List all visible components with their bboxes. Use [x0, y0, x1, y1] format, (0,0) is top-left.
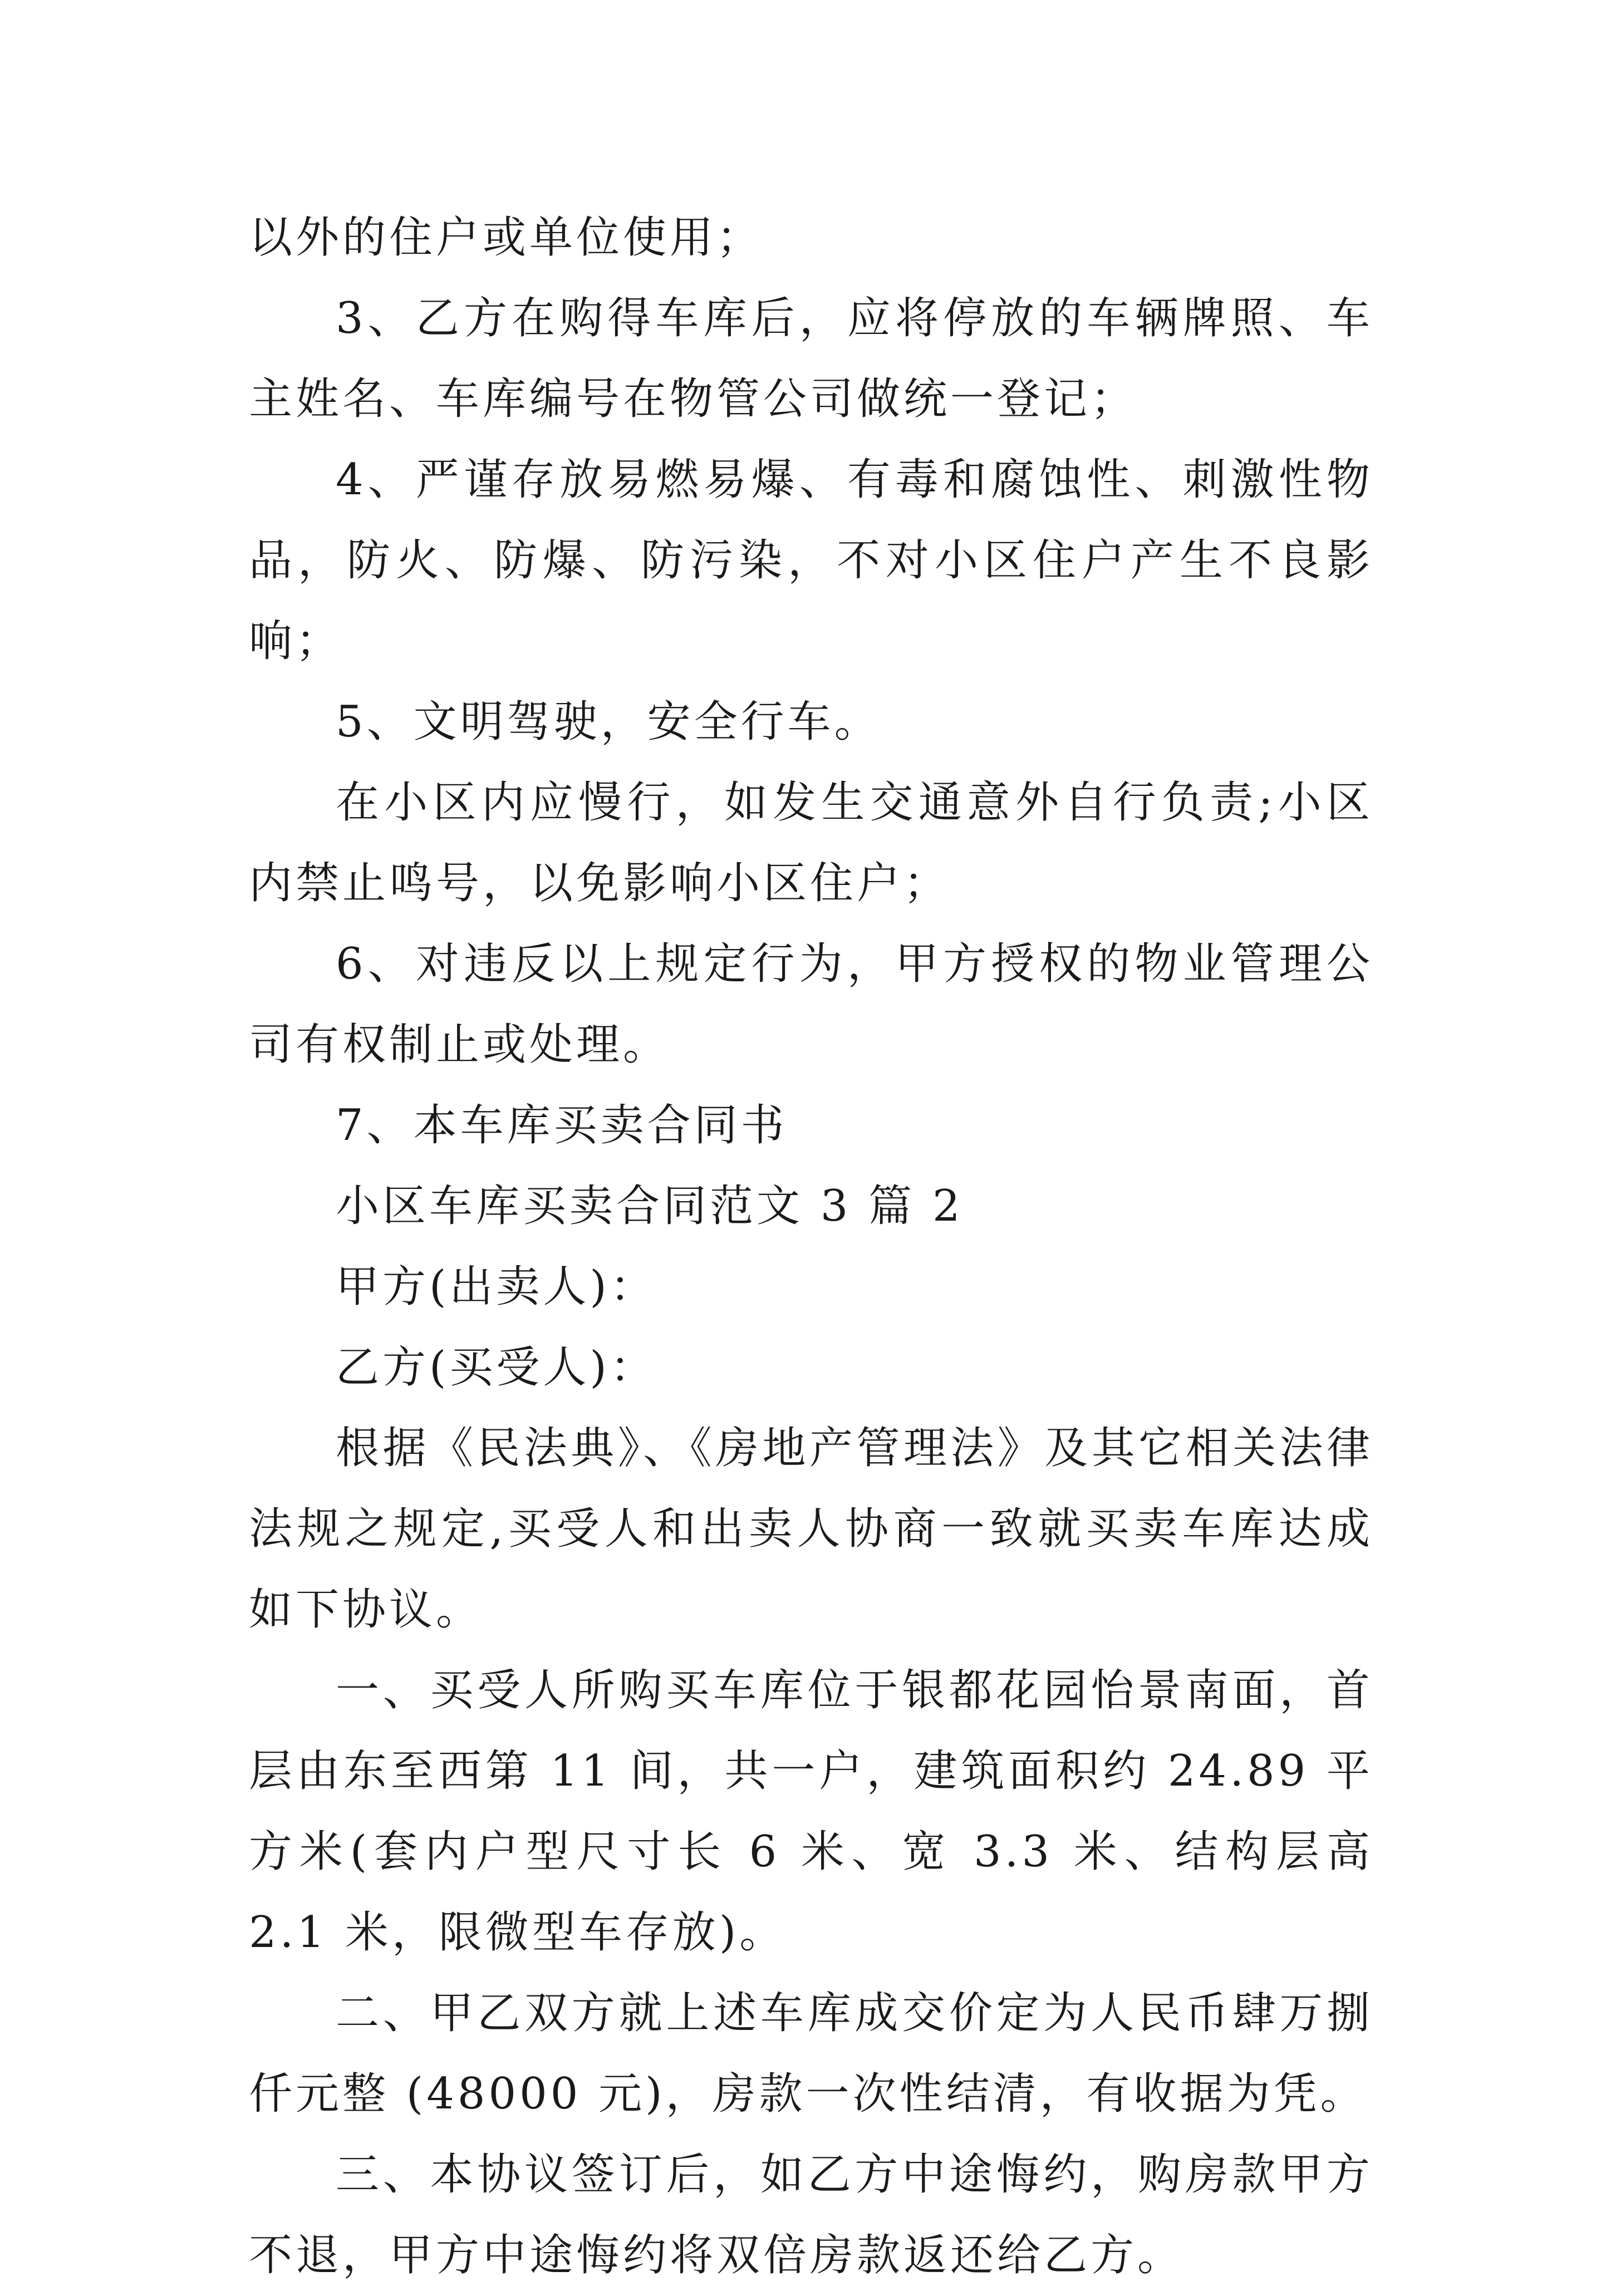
section-heading: 小区车库买卖合同范文 3 篇 2 [336, 1181, 964, 1231]
party-b-line: 乙方(买受人)： [336, 1343, 657, 1393]
clause-2: 二、甲乙双方就上述车库成交价定为人民币肆万捌仟元整 (48000 元)，房款一次性结清，有收据为凭。 [249, 1988, 1373, 2119]
document-body [249, 198, 1373, 2296]
party-a-line: 甲方(出卖人)： [336, 1262, 657, 1312]
paragraph-6: 6、对违反以上规定行为，甲方授权的物业管理公司有权制止或处理。 [249, 939, 1373, 1070]
paragraph-basis: 根据《民法典》、《房地产管理法》及其它相关法律法规之规定,买受人和出卖人协商一致就买卖车库达成如下协议。 [249, 1423, 1373, 1635]
paragraph-2: 3、乙方在购得车库后，应将停放的车辆牌照、车主姓名、车库编号在物管公司做统一登记； [249, 293, 1373, 424]
paragraph-5: 在小区内应慢行，如发生交通意外自行负责;小区内禁止鸣号，以免影响小区住户； [249, 778, 1373, 908]
clause-1: 一、买受人所购买车库位于银都花园怡景南面，首层由东至西第 11 间，共一户，建筑面积约 24.89 平方米(套内户型尺寸长 6 米、宽 3.3 米、结构层高 2.1 米，限微型车存放)。 [249, 1665, 1373, 1958]
paragraph-7: 7、本车库买卖合同书 [336, 1100, 788, 1151]
paragraph-1: 以外的住户或单位使用； [249, 213, 764, 263]
paragraph-4: 5、文明驾驶，安全行车。 [336, 697, 881, 747]
clause-3: 三、本协议签订后，如乙方中途悔约，购房款甲方不退，甲方中途悔约将双倍房款返还给乙方。 [249, 2150, 1373, 2280]
paragraph-3: 4、严谨存放易燃易爆、有毒和腐蚀性、刺激性物品，防火、防爆、防污染，不对小区住户产生不良影响； [249, 455, 1373, 666]
